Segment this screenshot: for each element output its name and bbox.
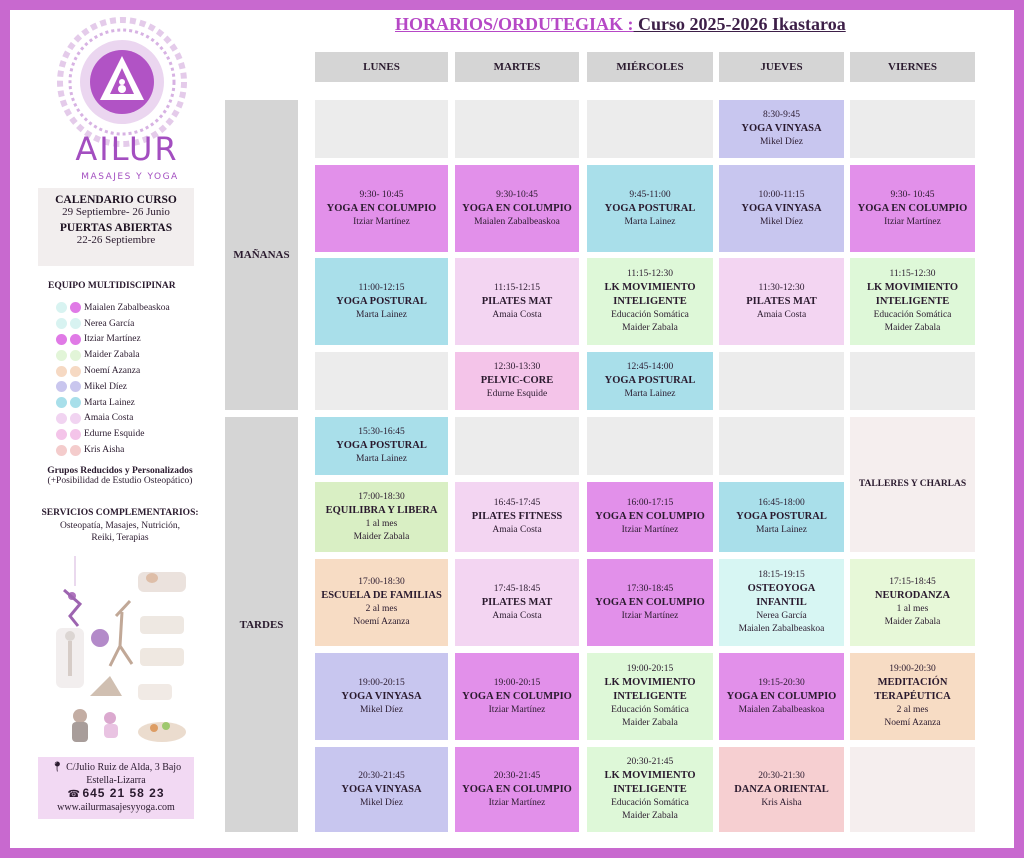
class-time: 19:00-20:30 bbox=[889, 664, 936, 674]
color-dot-icon bbox=[56, 334, 67, 345]
class-time: 20:30-21:30 bbox=[758, 770, 805, 781]
class-teacher: Marta Lainez bbox=[756, 525, 807, 535]
class-teacher: Itziar Martínez bbox=[488, 704, 546, 715]
class-slot[interactable] bbox=[455, 747, 579, 832]
color-dot-icon bbox=[70, 366, 81, 377]
empty-slot bbox=[850, 747, 975, 832]
class-slot[interactable] bbox=[455, 352, 579, 410]
class-slot[interactable] bbox=[587, 747, 713, 832]
class-teacher: Amaia Costa bbox=[492, 525, 542, 535]
class-teacher-secondary: Maialen Zabalbeaskoa bbox=[738, 624, 825, 634]
day-header-lunes: LUNES bbox=[315, 52, 448, 82]
class-time: 12:30-13:30 bbox=[493, 362, 541, 372]
class-teacher-secondary: Maider Zabala bbox=[353, 531, 410, 542]
color-dot-icon bbox=[70, 381, 81, 392]
calendar-dates: 29 Septiembre- 26 Junio bbox=[62, 206, 170, 218]
member-color-dots bbox=[56, 397, 84, 408]
class-time: 11:00-12:15 bbox=[358, 282, 405, 293]
title-curso: Curso 2025-2026 Ikastaroa bbox=[633, 14, 846, 34]
class-name: OSTEOYOGA INFANTIL bbox=[747, 583, 816, 608]
color-dot-icon bbox=[70, 429, 81, 440]
class-teacher: Maialen Zabalbeaskoa bbox=[738, 704, 825, 715]
class-time: 19:00-20:15 bbox=[358, 677, 405, 688]
empty-slot bbox=[587, 100, 713, 158]
member-color-dots bbox=[56, 350, 84, 361]
class-time: 9:30- 10:45 bbox=[359, 189, 404, 200]
class-teacher: Kris Aisha bbox=[761, 797, 802, 808]
empty-slot bbox=[719, 417, 844, 475]
page-title bbox=[395, 14, 846, 35]
class-teacher: Edurne Esquide bbox=[486, 389, 548, 399]
color-dot-icon bbox=[56, 366, 67, 377]
class-name: YOGA EN COLUMPIO bbox=[462, 690, 572, 702]
class-name: YOGA POSTURAL bbox=[604, 375, 696, 386]
period-afternoon: TARDES bbox=[225, 417, 298, 832]
class-teacher: 1 al mes bbox=[896, 604, 929, 614]
class-time: 16:45-18:00 bbox=[758, 498, 805, 508]
class-name: YOGA EN COLUMPIO bbox=[595, 596, 705, 608]
class-teacher: Amaia Costa bbox=[756, 309, 807, 320]
class-teacher: Itziar Martínez bbox=[621, 610, 679, 621]
color-dot-icon bbox=[56, 350, 67, 361]
class-time: 20:30-21:45 bbox=[626, 757, 674, 767]
member-color-dots bbox=[56, 318, 84, 329]
color-dot-icon bbox=[56, 318, 67, 329]
class-slot[interactable] bbox=[455, 653, 579, 740]
brand-name: AILUR bbox=[75, 130, 179, 168]
class-teacher: 2 al mes bbox=[896, 705, 929, 715]
class-slot[interactable] bbox=[315, 482, 448, 552]
class-slot[interactable] bbox=[315, 653, 448, 740]
member-name: Noemí Azanza bbox=[84, 366, 141, 377]
address-city: Estella-Lizarra bbox=[86, 775, 146, 786]
color-dot-icon bbox=[70, 445, 81, 456]
class-slot[interactable] bbox=[455, 559, 579, 646]
class-teacher-secondary: Maider Zabala bbox=[884, 617, 941, 627]
class-slot[interactable] bbox=[315, 258, 448, 345]
class-name: PELVIC-CORE bbox=[480, 375, 554, 386]
class-teacher: Maialen Zabalbeaskoa bbox=[474, 216, 560, 227]
team-member bbox=[56, 426, 170, 442]
yoga-collage-image bbox=[50, 556, 190, 746]
member-color-dots bbox=[56, 334, 84, 345]
member-name: Nerea García bbox=[84, 318, 135, 329]
class-name: NEURODANZA bbox=[874, 590, 951, 601]
groups-info bbox=[30, 466, 210, 486]
class-name: LK MOVIMIENTO INTELIGENTE bbox=[604, 770, 696, 795]
day-header-miércoles: MIÉRCOLES bbox=[587, 52, 713, 82]
class-slot[interactable] bbox=[719, 653, 844, 740]
class-slot[interactable] bbox=[587, 258, 713, 345]
team-member bbox=[56, 300, 170, 316]
class-name: ESCUELA DE FAMILIAS bbox=[321, 590, 442, 601]
period-morning: MAÑANAS bbox=[225, 100, 298, 410]
day-header-viernes: VIERNES bbox=[850, 52, 975, 82]
class-teacher-secondary: Maider Zabala bbox=[622, 811, 678, 821]
groups-note: (+Posibilidad de Estudio Osteopático) bbox=[47, 476, 193, 486]
class-name: YOGA EN COLUMPIO bbox=[462, 202, 572, 214]
member-color-dots bbox=[56, 381, 84, 392]
ailur-logo bbox=[52, 12, 192, 190]
class-teacher: Itziar Martínez bbox=[621, 525, 679, 535]
member-name: Maialen Zabalbeaskoa bbox=[84, 302, 170, 313]
class-teacher: Mikel Díez bbox=[759, 216, 803, 227]
class-slot[interactable] bbox=[850, 653, 975, 740]
class-slot[interactable] bbox=[315, 165, 448, 252]
member-color-dots bbox=[56, 445, 84, 456]
class-slot[interactable] bbox=[587, 165, 713, 252]
class-teacher-secondary: Noemí Azanza bbox=[884, 718, 941, 728]
team-member bbox=[56, 316, 170, 332]
brand-tagline: MASAJES Y YOGA bbox=[81, 172, 179, 182]
empty-slot bbox=[315, 352, 448, 410]
member-name: Itziar Martínez bbox=[84, 334, 141, 345]
team-member bbox=[56, 411, 170, 427]
class-name: YOGA POSTURAL bbox=[336, 295, 427, 307]
class-time: 18:15-19:15 bbox=[758, 570, 805, 580]
member-color-dots bbox=[56, 429, 84, 440]
class-slot[interactable] bbox=[315, 747, 448, 832]
class-slot[interactable] bbox=[587, 559, 713, 646]
class-time: 9:45-11:00 bbox=[629, 189, 671, 200]
class-name: YOGA POSTURAL bbox=[736, 511, 827, 522]
member-name: Kris Aisha bbox=[84, 445, 125, 456]
phone-line[interactable] bbox=[38, 787, 194, 801]
title-horarios: HORARIOS/ORDUTEGIAK : bbox=[395, 14, 634, 34]
color-dot-icon bbox=[70, 334, 81, 345]
talleres-charlas-block: TALLERES Y CHARLAS bbox=[850, 417, 975, 552]
class-teacher: Itziar Martínez bbox=[884, 216, 941, 227]
phone-icon: ☎ bbox=[67, 789, 80, 800]
class-teacher: Marta Lainez bbox=[624, 216, 676, 227]
class-name: YOGA EN COLUMPIO bbox=[857, 202, 968, 214]
color-dot-icon bbox=[70, 350, 81, 361]
class-name: PILATES MAT bbox=[481, 295, 553, 307]
location-pin-icon: 📍︎ bbox=[50, 762, 64, 773]
class-teacher: 1 al mes bbox=[365, 518, 398, 529]
class-teacher: 2 al mes bbox=[365, 604, 398, 614]
class-time: 10:00-11:15 bbox=[758, 189, 805, 200]
color-dot-icon bbox=[70, 302, 81, 313]
day-header-martes: MARTES bbox=[455, 52, 579, 82]
empty-slot bbox=[315, 100, 448, 158]
member-color-dots bbox=[56, 413, 84, 424]
empty-slot bbox=[850, 100, 975, 158]
empty-slot bbox=[719, 352, 844, 410]
member-name: Edurne Esquide bbox=[84, 429, 145, 440]
color-dot-icon bbox=[70, 318, 81, 329]
color-dot-icon bbox=[56, 381, 67, 392]
member-name: Maider Zabala bbox=[84, 350, 140, 361]
team-member bbox=[56, 379, 170, 395]
color-dot-icon bbox=[56, 445, 67, 456]
class-time: 16:45-17:45 bbox=[493, 498, 541, 508]
team-member bbox=[56, 332, 170, 348]
class-teacher-secondary: Noemí Azanza bbox=[353, 617, 410, 627]
member-color-dots bbox=[56, 366, 84, 377]
class-slot[interactable] bbox=[587, 653, 713, 740]
class-time: 19:00-20:15 bbox=[626, 664, 674, 674]
class-slot[interactable] bbox=[850, 559, 975, 646]
color-dot-icon bbox=[56, 429, 67, 440]
class-name: YOGA VINYASA bbox=[341, 783, 422, 795]
class-time: 11:30-12:30 bbox=[758, 282, 805, 293]
color-dot-icon bbox=[56, 413, 67, 424]
class-teacher: Educación Somática bbox=[873, 310, 952, 320]
class-name: YOGA VINYASA bbox=[741, 202, 822, 214]
class-name: LK MOVIMIENTO INTELIGENTE bbox=[604, 677, 696, 702]
class-slot[interactable] bbox=[455, 258, 579, 345]
class-teacher: Nerea García bbox=[756, 611, 807, 621]
class-name: MEDITACIÓN TERAPÉUTICA bbox=[874, 677, 951, 702]
member-color-dots bbox=[56, 302, 84, 313]
class-teacher: Mikel Díez bbox=[759, 137, 803, 147]
class-time: 20:30-21:45 bbox=[493, 770, 541, 781]
class-slot[interactable] bbox=[850, 165, 975, 252]
services-info bbox=[30, 507, 210, 545]
website-link[interactable]: www.ailurmasajesyyoga.com bbox=[57, 802, 175, 813]
empty-slot bbox=[455, 100, 579, 158]
team-member bbox=[56, 442, 170, 458]
groups-title: Grupos Reducidos y Personalizados bbox=[47, 466, 193, 476]
class-name: YOGA EN COLUMPIO bbox=[595, 511, 705, 522]
class-teacher: Marta Lainez bbox=[356, 454, 407, 464]
class-name: YOGA EN COLUMPIO bbox=[326, 202, 437, 214]
class-teacher-secondary: Maider Zabala bbox=[622, 323, 678, 333]
class-slot[interactable] bbox=[719, 165, 844, 252]
class-time: 11:15-12:15 bbox=[493, 282, 541, 293]
class-time: 20:30-21:45 bbox=[358, 770, 405, 781]
class-slot[interactable] bbox=[587, 352, 713, 410]
member-name: Marta Lainez bbox=[84, 397, 135, 408]
services-line1: Osteopatía, Masajes, Nutrición, bbox=[59, 520, 181, 531]
calendar-title: CALENDARIO CURSO bbox=[55, 194, 177, 206]
class-slot[interactable] bbox=[455, 165, 579, 252]
address-street: C/Julio Ruiz de Alda, 3 Bajo bbox=[66, 762, 182, 773]
class-name: PILATES FITNESS bbox=[471, 511, 563, 522]
class-time: 17:00-18:30 bbox=[358, 577, 405, 587]
class-teacher-secondary: Maider Zabala bbox=[884, 323, 941, 333]
class-time: 11:15-12:30 bbox=[889, 269, 936, 279]
class-name: LK MOVIMIENTO INTELIGENTE bbox=[866, 282, 959, 307]
class-name: PILATES MAT bbox=[746, 295, 817, 307]
class-teacher: Amaia Costa bbox=[492, 309, 542, 320]
class-time: 9:30-10:45 bbox=[496, 189, 538, 200]
class-slot[interactable] bbox=[719, 482, 844, 552]
address-line1 bbox=[38, 761, 194, 774]
class-name: YOGA EN COLUMPIO bbox=[726, 690, 837, 702]
class-time: 8:30-9:45 bbox=[763, 110, 800, 120]
class-time: 12:45-14:00 bbox=[626, 362, 674, 372]
class-teacher-secondary: Maider Zabala bbox=[622, 718, 678, 728]
class-time: 16:00-17:15 bbox=[626, 498, 674, 508]
class-name: YOGA POSTURAL bbox=[604, 202, 696, 214]
class-time: 19:00-20:15 bbox=[493, 677, 541, 688]
class-time: 11:15-12:30 bbox=[626, 269, 674, 279]
class-teacher: Mikel Díez bbox=[359, 704, 403, 715]
team-list bbox=[56, 300, 170, 458]
class-name: LK MOVIMIENTO INTELIGENTE bbox=[604, 282, 696, 307]
class-name: YOGA POSTURAL bbox=[336, 440, 427, 451]
phone-number[interactable]: 645 21 58 23 bbox=[82, 786, 165, 800]
class-teacher: Educación Somática bbox=[611, 798, 689, 808]
class-time: 17:30-18:45 bbox=[626, 583, 674, 594]
class-time: 15:30-16:45 bbox=[358, 427, 405, 437]
class-teacher: Marta Lainez bbox=[356, 309, 407, 320]
empty-slot bbox=[587, 417, 713, 475]
class-teacher: Marta Lainez bbox=[624, 389, 676, 399]
color-dot-icon bbox=[56, 397, 67, 408]
class-time: 9:30- 10:45 bbox=[890, 189, 935, 200]
class-name: YOGA VINYASA bbox=[741, 123, 822, 134]
class-slot[interactable] bbox=[315, 559, 448, 646]
team-member bbox=[56, 395, 170, 411]
class-name: EQUILIBRA Y LIBERA bbox=[325, 504, 438, 516]
class-teacher: Mikel Díez bbox=[359, 797, 403, 808]
class-time: 17:00-18:30 bbox=[358, 491, 405, 502]
day-header-jueves: JUEVES bbox=[719, 52, 844, 82]
open-days-title: PUERTAS ABIERTAS bbox=[59, 222, 173, 234]
class-slot[interactable] bbox=[719, 747, 844, 832]
class-teacher: Itziar Martínez bbox=[353, 216, 410, 227]
class-slot[interactable] bbox=[587, 482, 713, 552]
class-slot[interactable] bbox=[719, 100, 844, 158]
class-time: 17:45-18:45 bbox=[493, 583, 541, 594]
class-name: DANZA ORIENTAL bbox=[734, 783, 829, 795]
open-days-dates: 22-26 Septiembre bbox=[76, 234, 156, 246]
class-teacher: Itziar Martínez bbox=[488, 797, 546, 808]
member-name: Mikel Díez bbox=[84, 381, 128, 392]
class-name: PILATES MAT bbox=[481, 596, 553, 608]
class-teacher: Educación Somática bbox=[611, 310, 689, 320]
class-time: 17:15-18:45 bbox=[889, 577, 936, 587]
class-time: 19:15-20:30 bbox=[758, 677, 805, 688]
class-name: YOGA VINYASA bbox=[341, 690, 422, 702]
contact-box bbox=[38, 757, 194, 819]
class-slot[interactable] bbox=[315, 417, 448, 475]
class-slot[interactable] bbox=[719, 559, 844, 646]
color-dot-icon bbox=[70, 397, 81, 408]
team-member bbox=[56, 347, 170, 363]
services-line2: Reiki, Terapias bbox=[91, 533, 149, 543]
color-dot-icon bbox=[70, 413, 81, 424]
empty-slot bbox=[850, 352, 975, 410]
calendar-box bbox=[38, 188, 194, 266]
class-slot[interactable] bbox=[719, 258, 844, 345]
class-teacher: Educación Somática bbox=[611, 705, 689, 715]
class-teacher: Amaia Costa bbox=[492, 610, 542, 621]
class-name: YOGA EN COLUMPIO bbox=[462, 783, 572, 795]
team-member bbox=[56, 363, 170, 379]
class-slot[interactable] bbox=[455, 482, 579, 552]
member-name: Amaia Costa bbox=[84, 413, 134, 424]
class-slot[interactable] bbox=[850, 258, 975, 345]
empty-slot bbox=[455, 417, 579, 475]
services-title: SERVICIOS COMPLEMENTARIOS: bbox=[41, 508, 199, 518]
team-title: EQUIPO MULTIDISCIPINAR bbox=[48, 281, 176, 291]
color-dot-icon bbox=[56, 302, 67, 313]
